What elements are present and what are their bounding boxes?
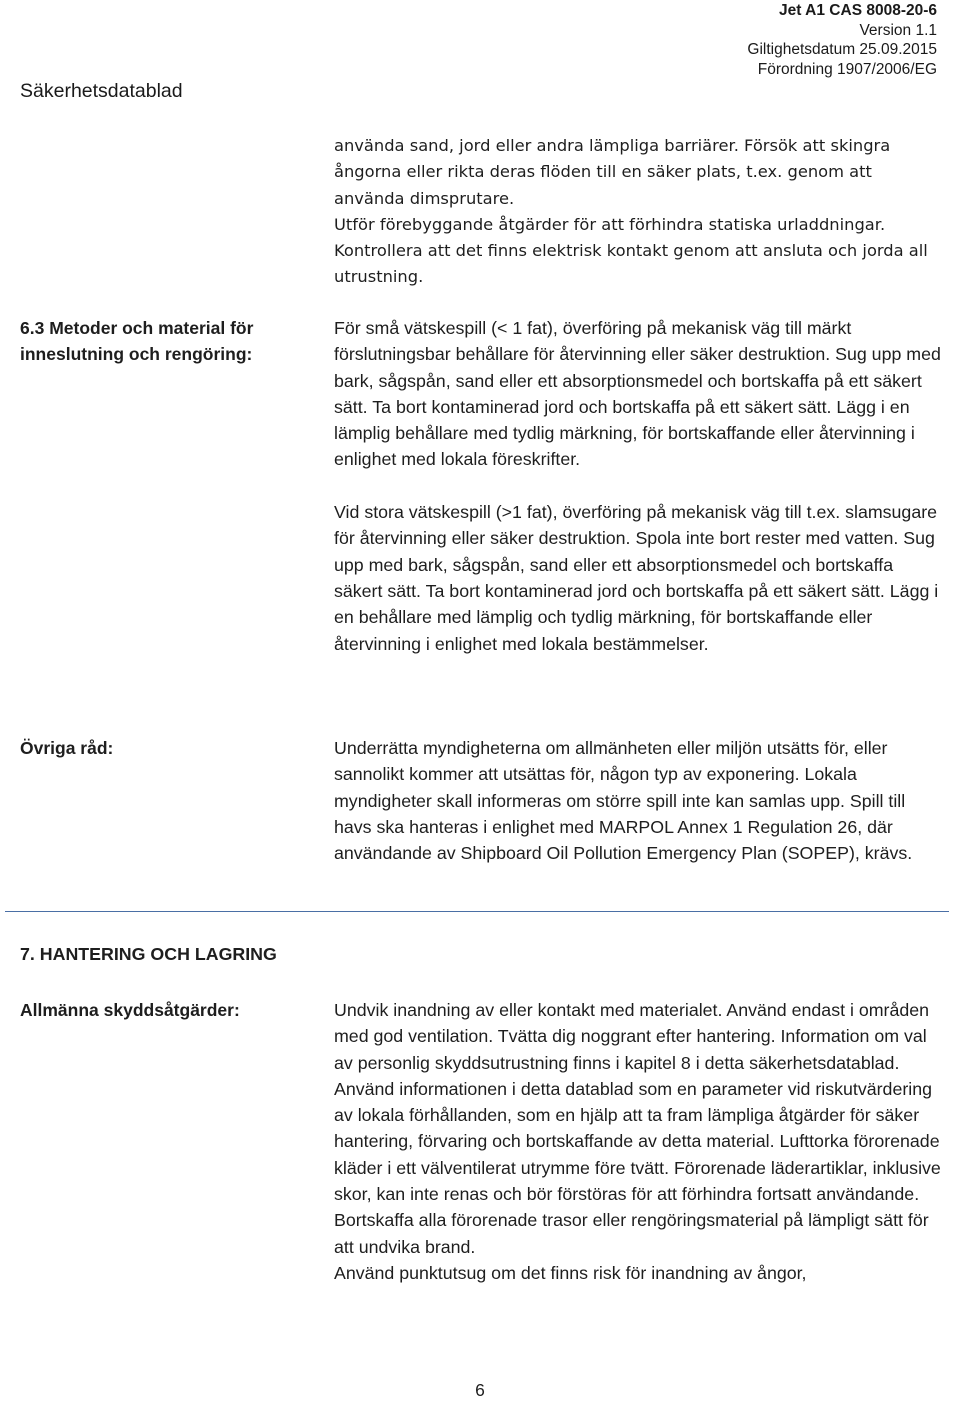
section-7-label: Allmänna skyddsåtgärder: [20,1000,240,1020]
continuation-text [334,133,944,291]
document-header-meta [747,1,937,79]
section-7-paragraph: Undvik inandning av eller kontakt med materialet. Använd endast i områden med god ventilation. Tvätta dig noggrant efter hantering. Information om val av personlig skyddsutrustning finns i kapitel 8 i detta säkerhetsdatablad. [334,1000,930,1073]
section-divider [5,911,949,912]
section-7-paragraph: Använd punktutsug om det finns risk för inandning av ångor, [334,1262,807,1283]
section-6-3-body [334,315,942,657]
validity-date: Giltighetsdatum 25.09.2015 [747,41,937,58]
version: Version 1.1 [859,21,937,39]
section-7-heading: 7. HANTERING OCH LAGRING [20,944,277,964]
continuation-paragraph: använda sand, jord eller andra lämpliga barriärer. Försök att skingra ångorna eller rikta deras flöden till en säker plats, t.ex. genom att använda dimsprutare. [334,136,891,208]
section-6-3-label: 6.3 Metoder och material för inneslutning och rengöring: [20,318,254,365]
regulation: Förordning 1907/2006/EG [757,60,937,78]
section-6-3-paragraph: För små vätskespill (< 1 fat), överföring på mekanisk väg till märkt förslutningsbar behållare för återvinning eller säker destruktion. Sug upp med bark, sågspån, sand eller ett absorptionsmedel och bortskaffa på ett säkert sätt. Ta bort kontaminerad jord och bortskaffa på ett säkert sätt. Lägg i en lämplig behållare med tydlig märkning, för bortskaffande eller återvinning i enlighet med lokala föreskrifter. [334,318,941,470]
section-7-paragraph: Använd informationen i detta datablad som en parameter vid riskutvärdering av lokala förhållanden, som en hjälp att ta fram lämpliga åtgärder för säker hantering, förvaring och bortskaffande av detta material. Lufttorka förorenade kläder i ett välventilerat utrymme före tvätt. Förorenade läderartiklar, inklusive skor, kan inte renas och bör förstöras för att förhindra fortsatt användande. Bortskaffa alla förorenade trasor eller rengöringsmaterial på lämpligt sätt för att undvika brand. [334,1078,941,1257]
ovriga-rad-body [334,735,942,866]
ovriga-rad-label: Övriga råd: [20,738,114,758]
section-7-body [334,997,942,1286]
page-number: 6 [475,1380,485,1400]
product-name: Jet A1 CAS 8008-20-6 [779,2,937,19]
continuation-paragraph: Utför förebyggande åtgärder för att förhindra statiska urladdningar. Kontrollera att det finns elektrisk kontakt genom att ansluta och jorda all utrustning. [334,214,928,287]
document-title: Säkerhetsdatablad [20,80,183,102]
section-6-3-paragraph: Vid stora vätskespill (>1 fat), överföring på mekanisk väg till t.ex. slamsugare för återvinning eller säker destruktion. Spola inte bort rester med vatten. Sug upp med bark, sågspån, sand eller ett absorptionsmedel och bortskaffa säkert sätt. Ta bort kontaminerad jord och bortskaffa på ett säkert sätt. Lägg i en behållare med lämplig och tydlig märkning, för bortskaffande eller återvinning i enlighet med lokala bestämmelser. [334,502,939,654]
ovriga-rad-text: Underrätta myndigheterna om allmänheten eller miljön utsätts för, eller sannolikt kommer att utsättas för, någon typ av exponering. Lokala myndigheter skall informeras om större spill inte kan samlas upp. Spill till havs ska hanteras i enlighet med MARPOL Annex 1 Regulation 26, där användande av Shipboard Oil Pollution Emergency Plan (SOPEP), krävs. [334,738,913,864]
